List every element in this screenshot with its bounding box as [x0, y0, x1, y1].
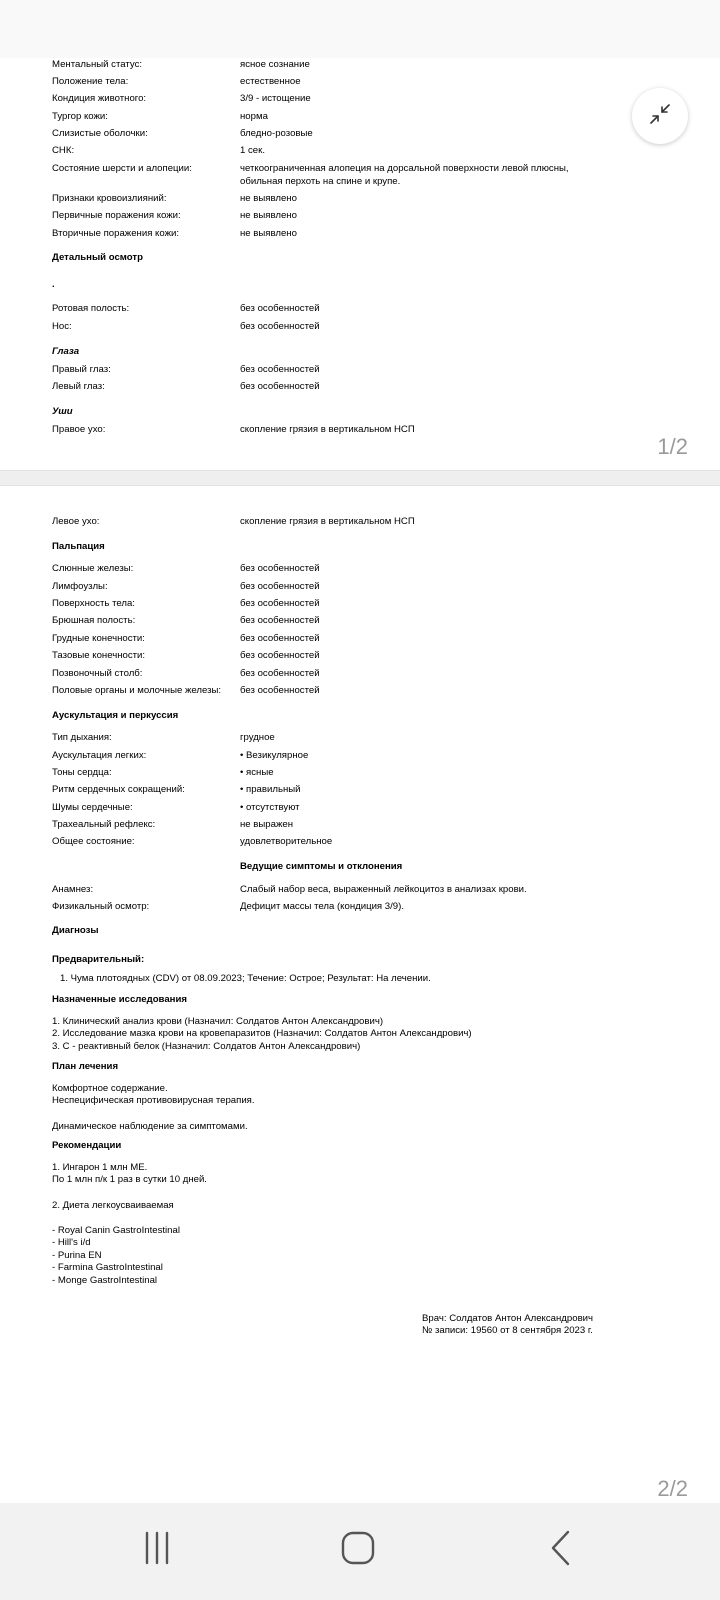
- recommendation-line: По 1 млн п/к 1 раз в сутки 10 дней.: [52, 1174, 207, 1185]
- section-heading-recommendations: Рекомендации: [52, 1140, 122, 1151]
- field-value: без особенностей: [240, 668, 320, 679]
- field-value: без особенностей: [240, 650, 320, 661]
- section-heading-eyes: Глаза: [52, 346, 80, 357]
- signature-doctor: Врач: Солдатов Антон Александрович: [422, 1313, 594, 1324]
- section-heading-palpation: Пальпация: [52, 541, 105, 552]
- field-value: 1 сек.: [240, 145, 265, 156]
- recommendation-line: - Monge GastroIntestinal: [52, 1275, 158, 1286]
- field-label: Позвоночный столб:: [52, 668, 143, 679]
- field-label: Левое ухо:: [52, 516, 100, 527]
- section-heading-preliminary: Предварительный:: [52, 954, 145, 965]
- dot-marker: .: [52, 279, 55, 290]
- field-label: Брюшная полость:: [52, 615, 136, 626]
- recommendation-line: - Farmina GastroIntestinal: [52, 1262, 163, 1273]
- field-value: скопление грязия в вертикальном НСП: [240, 424, 415, 435]
- back-icon: [546, 1530, 576, 1571]
- field-value: без особенностей: [240, 685, 320, 696]
- field-label: Кондиция животного:: [52, 93, 147, 104]
- section-heading-auscultation: Аускультация и перкуссия: [52, 710, 179, 721]
- field-value: естественное: [240, 76, 301, 87]
- field-value: обильная перхоть на спине и крупе.: [240, 176, 401, 187]
- field-value: Слабый набор веса, выраженный лейкоцитоз в анализах крови.: [240, 884, 527, 895]
- field-value: удовлетворительное: [240, 836, 333, 847]
- field-label: Грудные конечности:: [52, 633, 145, 644]
- section-heading-studies: Назначенные исследования: [52, 994, 187, 1005]
- field-value: не выражен: [240, 819, 294, 830]
- field-label: Тоны сердца:: [52, 767, 112, 778]
- field-value: ясное сознание: [240, 59, 310, 70]
- field-label: Ментальный статус:: [52, 59, 143, 70]
- plan-line: Неспецифическая противовирусная терапия.: [52, 1095, 255, 1106]
- recommendation-line: 2. Диета легкоусваиваемая: [52, 1200, 174, 1211]
- field-value: • отсутствуют: [240, 802, 300, 813]
- field-value: • ясные: [240, 767, 274, 778]
- field-label: Тип дыхания:: [52, 732, 112, 743]
- signature-record: № записи: 19560 от 8 сентября 2023 г.: [422, 1325, 593, 1336]
- field-label: СНК:: [52, 145, 75, 156]
- page-number: 1/2: [657, 434, 688, 459]
- field-label: Слюнные железы:: [52, 563, 134, 574]
- field-value: без особенностей: [240, 581, 320, 592]
- recent-apps-button[interactable]: [137, 1530, 177, 1570]
- recommendation-line: - Purina EN: [52, 1250, 102, 1261]
- section-heading-diagnoses: Диагнозы: [52, 925, 99, 936]
- field-label: Лимфоузлы:: [52, 581, 108, 592]
- home-icon: [340, 1530, 376, 1571]
- field-value: 3/9 - истощение: [240, 93, 311, 104]
- collapse-button[interactable]: [632, 88, 688, 144]
- field-value: грудное: [240, 732, 275, 743]
- field-label: Признаки кровоизлияний:: [52, 193, 167, 204]
- recommendation-line: - Royal Canin GastroIntestinal: [52, 1225, 180, 1236]
- field-value: Дефицит массы тела (кондиция 3/9).: [240, 901, 404, 912]
- field-value: не выявлено: [240, 228, 297, 239]
- field-value: бледно-розовые: [240, 128, 313, 139]
- page-2-content: [0, 486, 720, 1503]
- field-value: без особенностей: [240, 633, 320, 644]
- field-label: Шумы сердечные:: [52, 802, 133, 813]
- home-button[interactable]: [338, 1530, 378, 1570]
- section-heading-detail: Детальный осмотр: [52, 252, 143, 263]
- collapse-arrows-icon: [648, 102, 672, 131]
- page-separator: [0, 470, 720, 486]
- study-item: 3. С - реактивный белок (Назначил: Солдатов Антон Александрович): [52, 1041, 361, 1052]
- section-heading-symptoms: Ведущие симптомы и отклонения: [240, 861, 403, 872]
- field-label: Вторичные поражения кожи:: [52, 228, 180, 239]
- field-label: Половые органы и молочные железы:: [52, 685, 222, 696]
- field-value: • Везикулярное: [240, 750, 309, 761]
- field-label: Правое ухо:: [52, 424, 106, 435]
- back-button[interactable]: [541, 1530, 581, 1570]
- field-value: без особенностей: [240, 364, 320, 375]
- plan-line: Динамическое наблюдение за симптомами.: [52, 1121, 248, 1132]
- field-label: Анамнез:: [52, 884, 94, 895]
- field-value: без особенностей: [240, 381, 320, 392]
- study-item: 1. Клинический анализ крови (Назначил: Солдатов Антон Александрович): [52, 1016, 384, 1027]
- field-label: Положение тела:: [52, 76, 129, 87]
- field-label: Нос:: [52, 321, 72, 332]
- field-label: Общее состояние:: [52, 836, 135, 847]
- page-number: 2/2: [657, 1476, 688, 1501]
- field-value: без особенностей: [240, 615, 320, 626]
- field-label: Физикальный осмотр:: [52, 901, 150, 912]
- field-value: четкоограниченная алопеция на дорсальной поверхности левой плюсны,: [240, 163, 569, 174]
- field-value: без особенностей: [240, 563, 320, 574]
- section-heading-ears: Уши: [52, 406, 73, 417]
- field-label: Правый глаз:: [52, 364, 111, 375]
- recent-apps-icon: [140, 1531, 174, 1570]
- recommendation-line: - Hill's i/d: [52, 1237, 91, 1248]
- field-label: Левый глаз:: [52, 381, 105, 392]
- field-label: Состояние шерсти и алопеции:: [52, 163, 192, 174]
- field-value: не выявлено: [240, 193, 297, 204]
- field-value: не выявлено: [240, 210, 297, 221]
- field-label: Слизистые оболочки:: [52, 128, 148, 139]
- field-label: Трахеальный рефлекс:: [52, 819, 156, 830]
- top-bar: [0, 0, 720, 58]
- plan-line: Комфортное содержание.: [52, 1083, 168, 1094]
- field-label: Первичные поражения кожи:: [52, 210, 181, 221]
- field-label: Ритм сердечных сокращений:: [52, 784, 185, 795]
- document-page-1: [0, 58, 720, 470]
- field-label: Поверхность тела:: [52, 598, 135, 609]
- field-value: без особенностей: [240, 303, 320, 314]
- field-value: без особенностей: [240, 321, 320, 332]
- field-value: без особенностей: [240, 598, 320, 609]
- field-label: Тазовые конечности:: [52, 650, 146, 661]
- field-value: скопление грязия в вертикальном НСП: [240, 516, 415, 527]
- field-label: Аускультация легких:: [52, 750, 147, 761]
- field-label: Ротовая полость:: [52, 303, 130, 314]
- field-value: норма: [240, 111, 268, 122]
- study-item: 2. Исследование мазка крови на кровепаразитов (Назначил: Солдатов Антон Александрович): [52, 1028, 472, 1039]
- recommendation-line: 1. Ингарон 1 млн МЕ.: [52, 1162, 148, 1173]
- diagnosis-item: 1. Чума плотоядных (CDV) от 08.09.2023; Течение: Острое; Результат: На лечении.: [60, 973, 431, 984]
- section-heading-plan: План лечения: [52, 1061, 119, 1072]
- field-label: Тургор кожи:: [52, 111, 108, 122]
- field-value: • правильный: [240, 784, 301, 795]
